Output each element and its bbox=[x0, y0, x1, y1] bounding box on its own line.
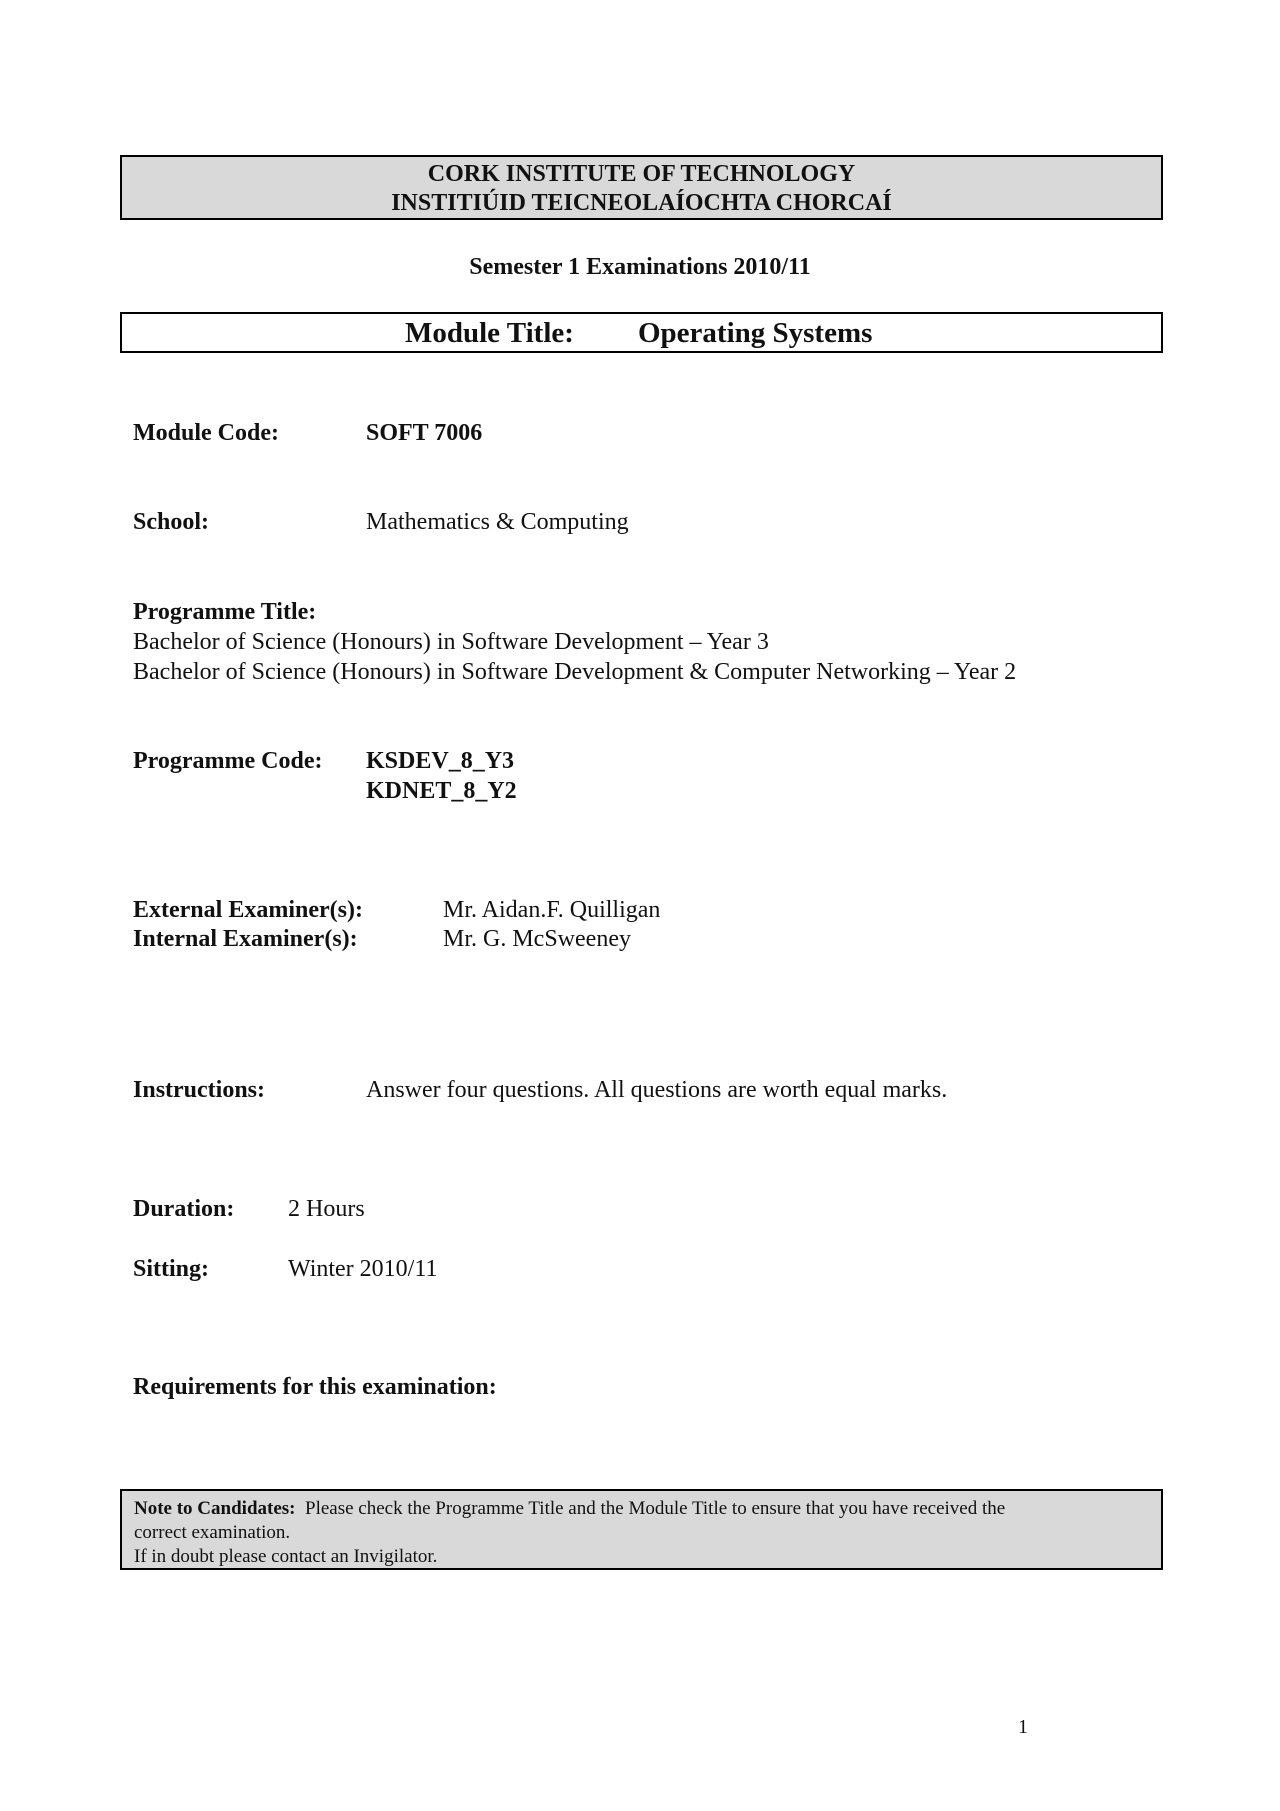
school-value: Mathematics & Computing bbox=[366, 509, 629, 535]
module-title-value: Operating Systems bbox=[638, 317, 873, 349]
note-label: Note to Candidates: bbox=[134, 1498, 296, 1519]
programme-title-line: Bachelor of Science (Honours) in Software Development & Computer Networking – Year 2 bbox=[133, 659, 1017, 685]
internal-examiner-value: Mr. G. McSweeney bbox=[443, 926, 631, 952]
semester-heading: Semester 1 Examinations 2010/11 bbox=[469, 254, 811, 280]
institution-name-irish: INSTITIÚID TEICNEOLAÍOCHTA CHORCAÍ bbox=[391, 190, 892, 216]
institution-name-english: CORK INSTITUTE OF TECHNOLOGY bbox=[427, 161, 856, 187]
external-examiner-value: Mr. Aidan.F. Quilligan bbox=[443, 897, 661, 923]
internal-examiner-label: Internal Examiner(s): bbox=[133, 926, 358, 952]
programme-code-label: Programme Code: bbox=[133, 748, 323, 774]
instructions-value: Answer four questions. All questions are worth equal marks. bbox=[366, 1077, 948, 1103]
duration-label: Duration: bbox=[133, 1196, 235, 1222]
external-examiner-label: External Examiner(s): bbox=[133, 897, 363, 923]
note-text: Please check the Programme Title and the Module Title to ensure that you have received the bbox=[305, 1498, 1006, 1519]
note-text: correct examination. bbox=[134, 1522, 291, 1543]
page-number: 1 bbox=[1018, 1716, 1028, 1738]
module-code-value: SOFT 7006 bbox=[366, 420, 483, 446]
sitting-value: Winter 2010/11 bbox=[288, 1256, 438, 1282]
sitting-label: Sitting: bbox=[133, 1256, 210, 1282]
module-code-label: Module Code: bbox=[133, 420, 279, 446]
programme-code-value: KSDEV_8_Y3 bbox=[366, 748, 515, 774]
requirements-label: Requirements for this examination: bbox=[133, 1374, 497, 1400]
programme-title-line: Bachelor of Science (Honours) in Software Development – Year 3 bbox=[133, 629, 769, 655]
note-text: If in doubt please contact an Invigilator. bbox=[134, 1546, 438, 1567]
programme-code-value: KDNET_8_Y2 bbox=[366, 778, 517, 804]
note-to-candidates-box bbox=[120, 1489, 1163, 1570]
module-title-box bbox=[120, 312, 1163, 353]
instructions-label: Instructions: bbox=[133, 1077, 266, 1103]
programme-title-label: Programme Title: bbox=[133, 599, 317, 625]
school-label: School: bbox=[133, 509, 210, 535]
module-title-label: Module Title: bbox=[405, 317, 574, 349]
institution-header bbox=[120, 155, 1163, 220]
duration-value: 2 Hours bbox=[288, 1196, 365, 1222]
